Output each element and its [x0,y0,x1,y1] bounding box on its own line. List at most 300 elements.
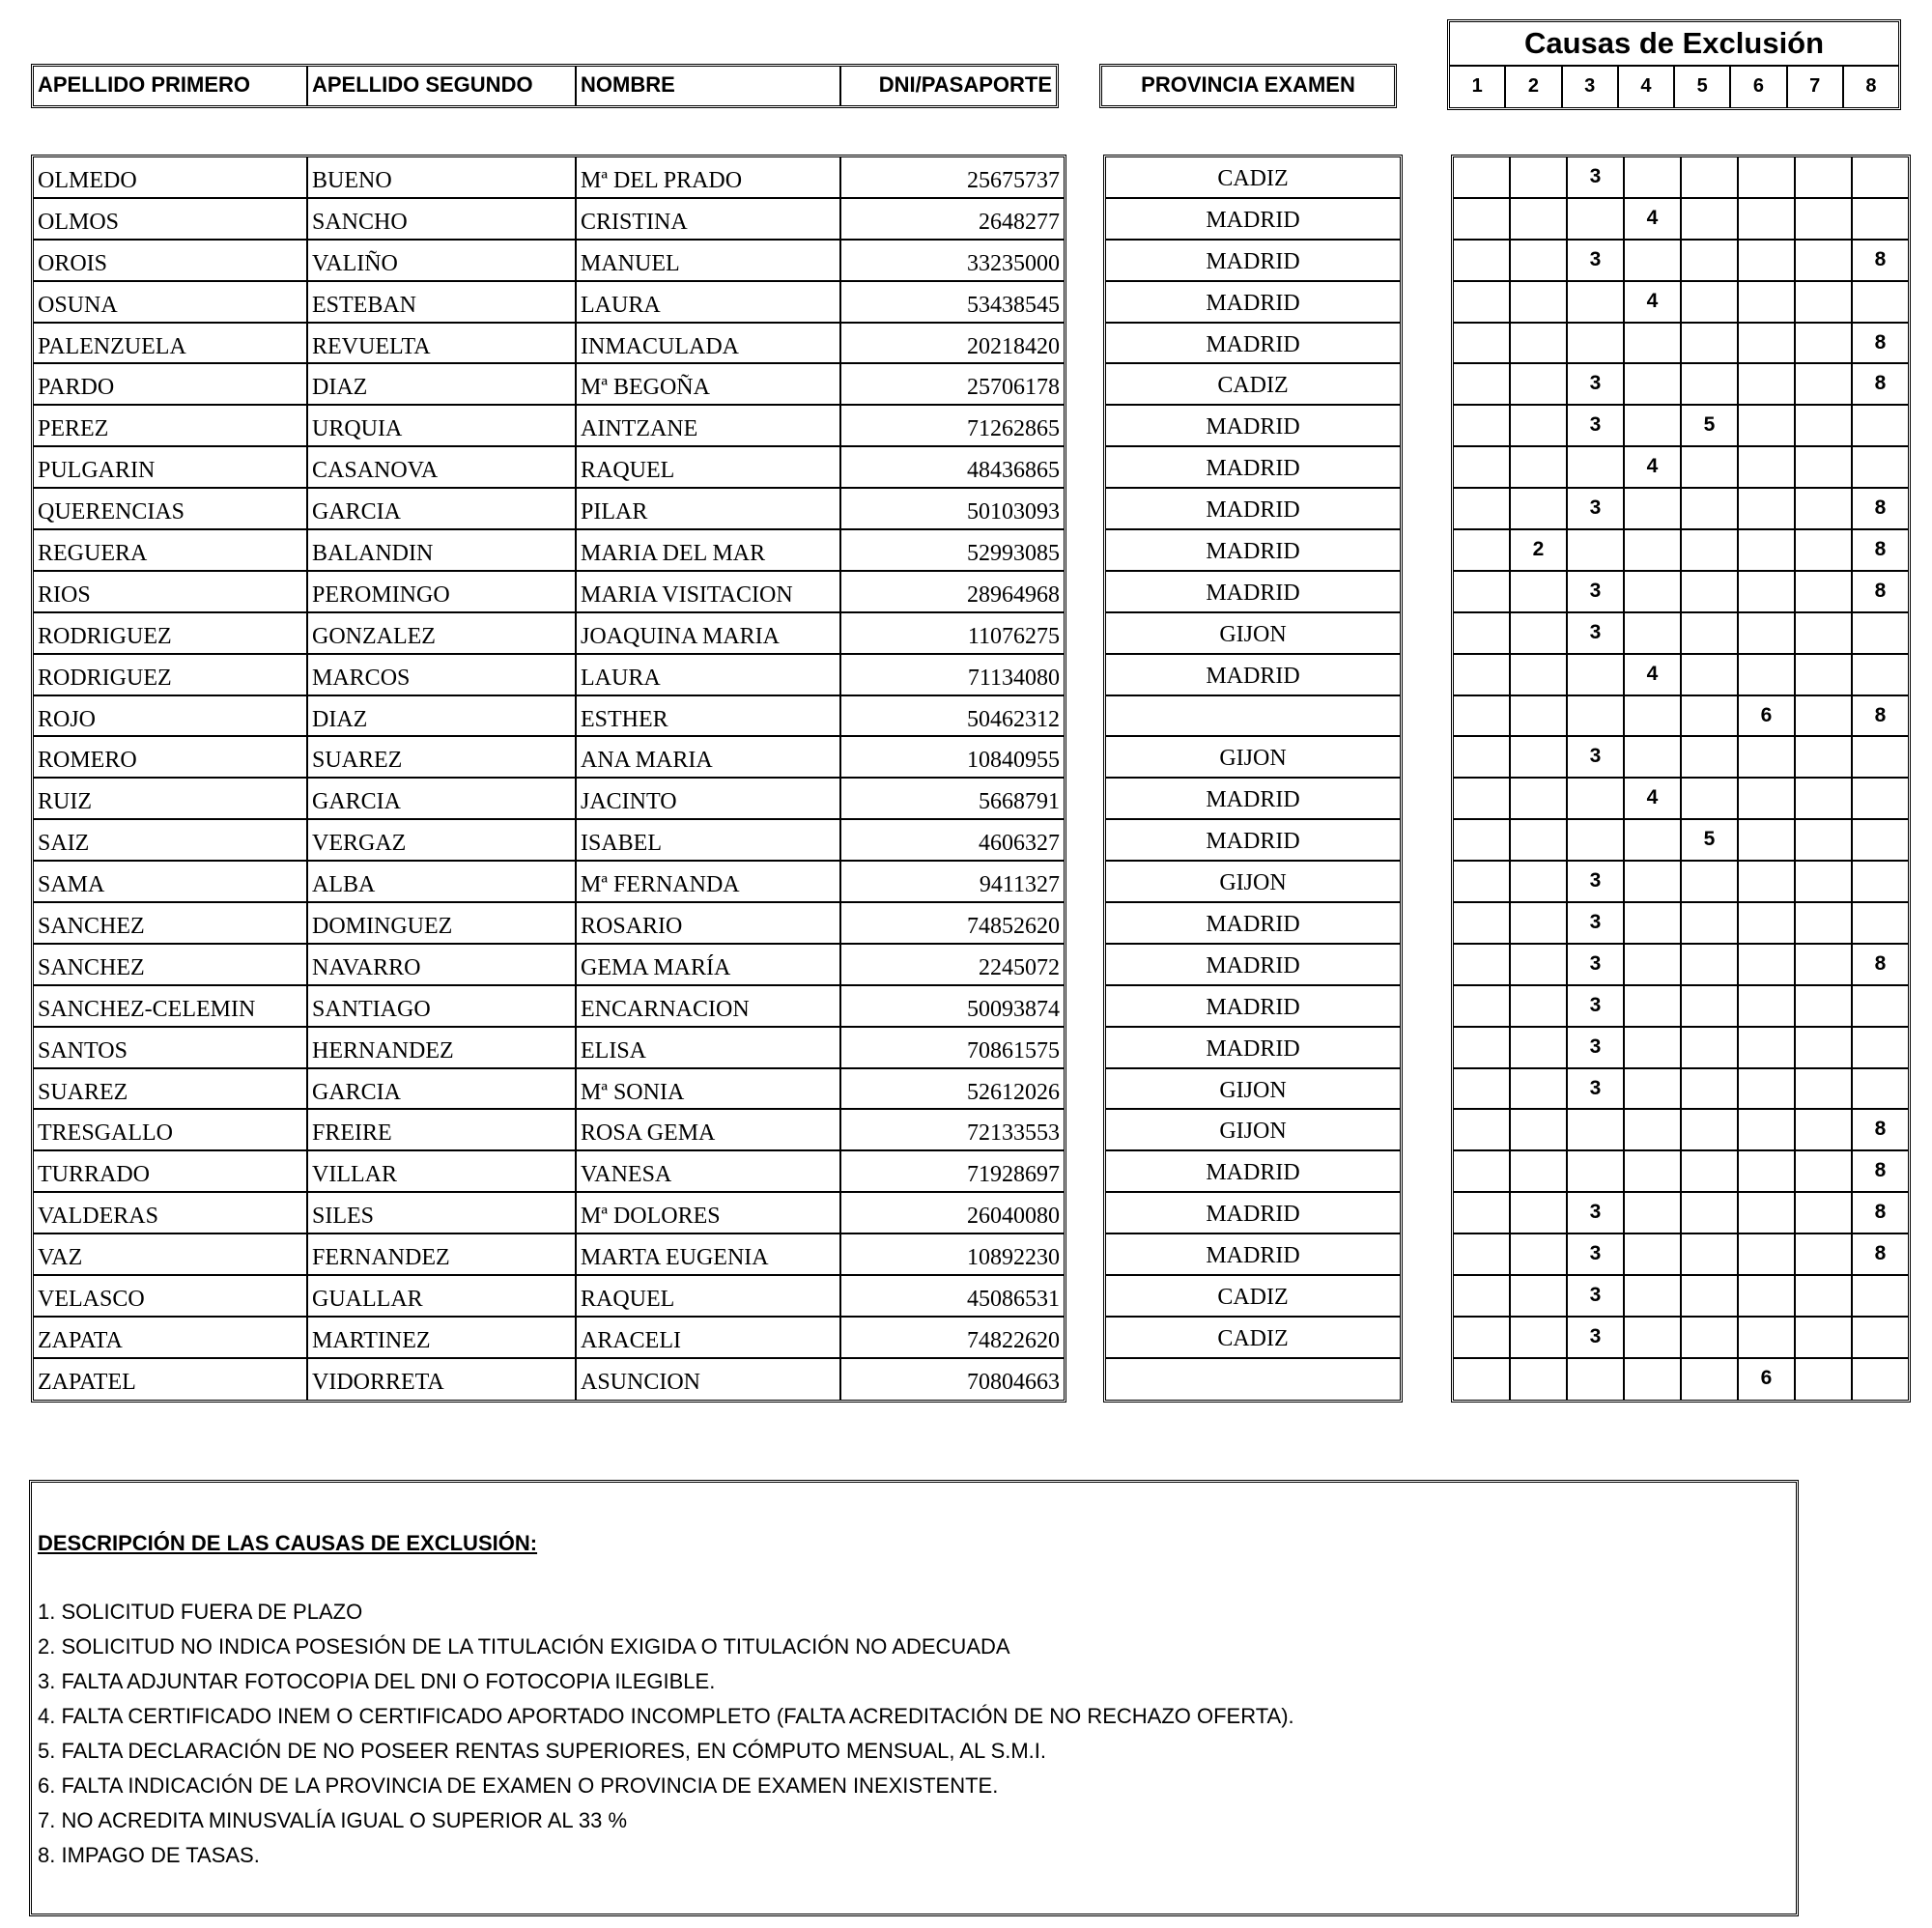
apellido-segundo-cell: VIDORRETA [308,1359,577,1401]
nombre-cell: GEMA MARÍA [577,945,841,984]
province-row [1106,572,1400,613]
cause-cell [1568,447,1625,487]
apellido-segundo-cell: ESTEBAN [308,282,577,322]
cause-cell [1682,779,1739,818]
cause-cell: 8 [1874,1159,1887,1182]
province-row [1106,447,1400,489]
province-row [1106,1318,1400,1359]
apellido-primero-cell: RUIZ [34,779,308,818]
nombre-cell: MARIA VISITACION [577,572,841,611]
cause-cell [1796,1318,1853,1357]
cause-cell [1511,903,1568,943]
cause-cell [1568,1359,1625,1401]
table-row [34,945,1064,986]
apellido-segundo-cell: REVUELTA [308,324,577,363]
cause-cell [1796,945,1853,984]
apellido-primero-cell: OLMEDO [34,157,308,197]
apellido-primero-cell: TRESGALLO [34,1110,308,1149]
cause-cell: 3 [1568,1318,1625,1357]
cause-cell [1739,157,1796,197]
cause-cell [1853,737,1908,777]
cause-cell [1796,364,1853,404]
apellido-primero-cell: OSUNA [34,282,308,322]
cause-cell [1454,986,1511,1026]
cause-cell [1739,1193,1796,1233]
provincia-cell: MADRID [1206,994,1300,1020]
causes-row [1454,447,1908,489]
table-row [34,1110,1064,1151]
nombre-cell: JOAQUINA MARIA [577,613,841,653]
dni-cell: 4606327 [979,831,1060,857]
table-row [34,364,1064,406]
cause-cell [1454,199,1511,239]
cause-cell: 4 [1625,199,1682,239]
cause-cell [1568,820,1625,860]
cause-cell: 3 [1568,364,1625,404]
apellido-primero-cell: QUERENCIAS [34,489,308,528]
cause-cell [1682,1110,1739,1149]
nombre-cell: PILAR [577,489,841,528]
cause-cell [1511,655,1568,695]
dni-cell: 45086531 [967,1287,1060,1313]
table-row [34,199,1064,241]
cause-cell [1739,1110,1796,1149]
cause-number: 8 [1865,75,1877,97]
provincia-cell: CADIZ [1217,166,1289,191]
main-table-header [31,64,1059,108]
dni-cell: 52993085 [967,541,1060,567]
nombre-cell: ROSA GEMA [577,1110,841,1149]
cause-cell: 3 [1568,406,1625,445]
dni-cell: 28964968 [967,581,1060,608]
province-row [1106,241,1400,282]
dni-cell: 71134080 [967,665,1060,691]
cause-cell [1682,613,1739,653]
causes-row [1454,779,1908,820]
province-row [1106,324,1400,365]
apellido-segundo-cell: SILES [308,1193,577,1233]
cause-cell [1511,1193,1568,1233]
apellido-primero-cell: VAZ [34,1234,308,1274]
cause-cell [1511,1028,1568,1067]
cause-cell: 4 [1625,779,1682,818]
apellido-segundo-cell: HERNANDEZ [308,1028,577,1067]
cause-cell [1625,737,1682,777]
cause-cell [1796,530,1853,570]
provincia-cell: MADRID [1206,539,1300,565]
description-item: 1. SOLICITUD FUERA DE PLAZO [38,1600,363,1624]
province-row [1106,1028,1400,1069]
cause-cell [1511,1069,1568,1109]
cause-cell [1796,199,1853,239]
dni-cell: 53438545 [967,292,1060,318]
cause-cell [1511,489,1568,528]
provincia-cell: MADRID [1206,414,1300,440]
cause-cell [1739,613,1796,653]
cause-cell [1853,986,1908,1026]
cause-cell [1796,737,1853,777]
cause-cell [1625,1110,1682,1149]
cause-cell [1454,1151,1511,1191]
cause-cell [1625,1318,1682,1357]
nombre-cell: CRISTINA [577,199,841,239]
provincia-cell: MADRID [1206,456,1300,482]
apellido-primero-cell: PALENZUELA [34,324,308,363]
cause-cell [1625,1151,1682,1191]
cause-cell [1625,986,1682,1026]
cause-cell: 3 [1568,241,1625,280]
apellido-primero-cell: OROIS [34,241,308,280]
causes-title: Causas de Exclusión [1450,22,1898,67]
apellido-primero-cell: ROMERO [34,737,308,777]
province-row [1106,1276,1400,1318]
cause-cell [1796,1110,1853,1149]
cause-cell [1454,1276,1511,1316]
cause-cell [1625,324,1682,363]
nombre-cell: MANUEL [577,241,841,280]
provincia-cell: MADRID [1206,829,1300,855]
province-row [1106,737,1400,779]
province-row [1106,489,1400,530]
description-item: 3. FALTA ADJUNTAR FOTOCOPIA DEL DNI O FOTOCOPIA ILEGIBLE. [38,1669,716,1693]
cause-cell: 8 [1874,496,1887,520]
province-row [1106,1193,1400,1234]
cause-cell [1454,1318,1511,1357]
apellido-primero-cell: RODRIGUEZ [34,655,308,695]
cause-cell: 3 [1568,1069,1625,1109]
cause-cell [1625,903,1682,943]
cause-cell [1454,862,1511,901]
cause-cell [1739,820,1796,860]
province-row [1106,696,1400,738]
table-row [34,779,1064,820]
cause-cell [1796,696,1853,736]
cause-cell [1625,1359,1682,1401]
cause-cell [1853,655,1908,695]
apellido-primero-cell: REGUERA [34,530,308,570]
cause-cell [1511,241,1568,280]
cause-cell [1511,406,1568,445]
nombre-cell: ELISA [577,1028,841,1067]
cause-cell [1853,1028,1908,1067]
cause-cell [1796,1234,1853,1274]
cause-cell: 3 [1568,1193,1625,1233]
cause-cell [1796,903,1853,943]
cause-cell [1568,779,1625,818]
cause-cell [1511,820,1568,860]
table-row [34,1193,1064,1234]
cause-cell [1682,282,1739,322]
cause-cell [1511,945,1568,984]
cause-cell [1625,820,1682,860]
cause-cell [1796,1069,1853,1109]
cause-cell [1454,157,1511,197]
cause-cell [1625,406,1682,445]
cause-cell [1625,1276,1682,1316]
cause-cell: 3 [1568,1276,1625,1316]
cause-cell [1682,903,1739,943]
cause-cell [1625,1193,1682,1233]
cause-cell [1454,779,1511,818]
table-row [34,1276,1064,1318]
apellido-segundo-cell: MARTINEZ [308,1318,577,1357]
province-row [1106,613,1400,655]
cause-cell [1739,406,1796,445]
cause-cell [1682,1193,1739,1233]
cause-cell [1796,820,1853,860]
nombre-cell: Mª DEL PRADO [577,157,841,197]
dni-cell: 25706178 [967,375,1060,401]
description-item: 5. FALTA DECLARACIÓN DE NO POSEER RENTAS SUPERIORES, EN CÓMPUTO MENSUAL, AL S.M.I. [38,1739,1047,1763]
apellido-segundo-cell: VERGAZ [308,820,577,860]
description-title: DESCRIPCIÓN DE LAS CAUSAS DE EXCLUSIÓN: [38,1531,538,1555]
apellido-segundo-cell: BALANDIN [308,530,577,570]
cause-cell [1568,1151,1625,1191]
dni-cell: 74852620 [967,914,1060,940]
cause-cell [1739,530,1796,570]
cause-cell [1625,572,1682,611]
cause-cell [1796,241,1853,280]
dni-cell: 33235000 [967,250,1060,276]
cause-cell [1454,324,1511,363]
cause-cell [1796,406,1853,445]
cause-number: 7 [1788,67,1844,107]
apellido-segundo-cell: VALIÑO [308,241,577,280]
dni-cell: 26040080 [967,1204,1060,1230]
apellido-primero-cell: ZAPATA [34,1318,308,1357]
apellido-primero-cell: SUAREZ [34,1069,308,1109]
apellido-primero-cell: PULGARIN [34,447,308,487]
table-row [34,820,1064,862]
cause-cell [1796,282,1853,322]
province-row [1106,1069,1400,1111]
table-row [34,572,1064,613]
cause-cell [1454,655,1511,695]
cause-cell [1853,282,1908,322]
cause-cell: 8 [1874,579,1887,602]
cause-cell [1796,1028,1853,1067]
apellido-primero-cell: OLMOS [34,199,308,239]
cause-cell [1682,530,1739,570]
cause-cell: 6 [1739,696,1796,736]
cause-cell [1511,282,1568,322]
cause-cell [1796,1193,1853,1233]
cause-cell [1682,655,1739,695]
cause-cell [1682,945,1739,984]
dni-cell: 2648277 [979,209,1060,235]
provincia-cell: MADRID [1206,787,1300,813]
table-row [34,737,1064,779]
provincia-cell: CADIZ [1217,373,1289,399]
nombre-cell: ARACELI [577,1318,841,1357]
header-nombre: NOMBRE [577,67,841,105]
cause-cell [1625,364,1682,404]
province-row [1106,820,1400,862]
apellido-segundo-cell: SUAREZ [308,737,577,777]
cause-cell [1454,282,1511,322]
cause-cell [1796,489,1853,528]
dni-cell: 50462312 [967,706,1060,732]
cause-cell [1739,779,1796,818]
table-row [34,862,1064,903]
cause-cell: 6 [1739,1359,1796,1401]
apellido-segundo-cell: GUALLAR [308,1276,577,1316]
provincia-cell: GIJON [1219,746,1287,772]
dni-cell: 9411327 [979,872,1060,898]
cause-cell: 2 [1511,530,1568,570]
provincia-cell: MADRID [1206,952,1300,978]
causes-row [1454,324,1908,365]
apellido-segundo-cell: FERNANDEZ [308,1234,577,1274]
apellido-segundo-cell: BUENO [308,157,577,197]
causes-row [1454,364,1908,406]
cause-cell [1739,737,1796,777]
cause-cell [1796,655,1853,695]
cause-cell [1739,1069,1796,1109]
cause-cell [1454,945,1511,984]
cause-cell [1682,241,1739,280]
cause-number: 3 [1563,67,1619,107]
table-row [34,530,1064,572]
cause-cell: 3 [1568,945,1625,984]
cause-cell [1454,1028,1511,1067]
apellido-segundo-cell: ALBA [308,862,577,901]
cause-cell: 3 [1568,157,1625,197]
cause-cell: 3 [1568,489,1625,528]
cause-cell [1682,1359,1739,1401]
cause-cell [1853,447,1908,487]
cause-cell [1682,1069,1739,1109]
cause-cell [1853,779,1908,818]
cause-cell: 8 [1874,703,1887,726]
province-row [1106,530,1400,572]
province-row [1106,1359,1400,1401]
cause-cell: 8 [1874,538,1887,561]
apellido-primero-cell: SANCHEZ [34,903,308,943]
dni-cell: 11076275 [967,623,1060,649]
cause-cell [1796,1151,1853,1191]
cause-cell [1625,530,1682,570]
provincia-cell [1106,1359,1400,1401]
cause-cell [1511,324,1568,363]
causes-row [1454,282,1908,324]
description-item: 4. FALTA CERTIFICADO INEM O CERTIFICADO APORTADO INCOMPLETO (FALTA ACREDITACIÓN DE NO RECHAZO OFERTA). [38,1704,1294,1728]
cause-cell [1853,406,1908,445]
cause-cell [1682,324,1739,363]
provincia-cell: MADRID [1206,290,1300,316]
cause-cell [1568,1110,1625,1149]
cause-cell [1625,696,1682,736]
cause-cell [1454,572,1511,611]
cause-cell [1511,572,1568,611]
apellido-segundo-cell: GARCIA [308,489,577,528]
apellido-primero-cell: ROJO [34,696,308,736]
dni-cell: 2245072 [979,954,1060,980]
nombre-cell: MARIA DEL MAR [577,530,841,570]
causes-row [1454,903,1908,945]
apellido-segundo-cell: VILLAR [308,1151,577,1191]
cause-cell [1682,364,1739,404]
cause-cell [1853,820,1908,860]
province-row [1106,199,1400,241]
table-row [34,324,1064,365]
cause-cell [1796,1359,1853,1401]
causes-row [1454,945,1908,986]
cause-cell [1739,282,1796,322]
description-item: 8. IMPAGO DE TASAS. [38,1843,260,1867]
cause-cell: 4 [1625,282,1682,322]
cause-cell [1454,489,1511,528]
apellido-segundo-cell: MARCOS [308,655,577,695]
cause-cell [1739,572,1796,611]
cause-cell [1739,241,1796,280]
cause-cell [1511,862,1568,901]
description-item: 2. SOLICITUD NO INDICA POSESIÓN DE LA TITULACIÓN EXIGIDA O TITULACIÓN NO ADECUADA [38,1634,1010,1659]
provincia-cell: GIJON [1219,1119,1287,1145]
apellido-segundo-cell: NAVARRO [308,945,577,984]
cause-cell: 8 [1874,1118,1887,1141]
causes-row [1454,986,1908,1028]
cause-cell [1682,1151,1739,1191]
cause-cell [1454,530,1511,570]
cause-cell [1796,157,1853,197]
cause-cell [1568,696,1625,736]
table-row [34,406,1064,447]
causes-row [1454,572,1908,613]
cause-cell: 4 [1625,655,1682,695]
table-row [34,1318,1064,1359]
causes-row [1454,1359,1908,1401]
table-row [34,1359,1064,1401]
cause-cell [1682,737,1739,777]
cause-cell [1739,364,1796,404]
nombre-cell: Mª SONIA [577,1069,841,1109]
cause-cell [1853,199,1908,239]
apellido-segundo-cell: PEROMINGO [308,572,577,611]
cause-cell [1739,1151,1796,1191]
header-apellido-segundo: APELLIDO SEGUNDO [308,67,577,105]
cause-cell [1682,1028,1739,1067]
cause-cell [1796,447,1853,487]
description-item: 6. FALTA INDICACIÓN DE LA PROVINCIA DE EXAMEN O PROVINCIA DE EXAMEN INEXISTENTE. [38,1773,999,1798]
cause-cell [1454,737,1511,777]
nombre-cell: ASUNCION [577,1359,841,1401]
apellido-primero-cell: ZAPATEL [34,1359,308,1401]
provincia-cell: MADRID [1206,1202,1300,1228]
cause-cell [1511,199,1568,239]
cause-cell [1511,779,1568,818]
cause-cell [1853,613,1908,653]
dni-cell: 5668791 [979,789,1060,815]
cause-cell [1511,1276,1568,1316]
nombre-cell: MARTA EUGENIA [577,1234,841,1274]
dni-cell: 10840955 [967,748,1060,774]
table-row [34,282,1064,324]
cause-cell: 3 [1568,613,1625,653]
cause-cell [1796,986,1853,1026]
causes-row [1454,1069,1908,1111]
cause-cell [1682,489,1739,528]
cause-cell [1682,157,1739,197]
province-row [1106,1234,1400,1276]
cause-cell [1511,986,1568,1026]
cause-cell [1739,945,1796,984]
dni-cell: 71262865 [967,416,1060,442]
cause-cell [1682,986,1739,1026]
apellido-primero-cell: PEREZ [34,406,308,445]
province-row [1106,157,1400,199]
cause-cell: 3 [1568,986,1625,1026]
